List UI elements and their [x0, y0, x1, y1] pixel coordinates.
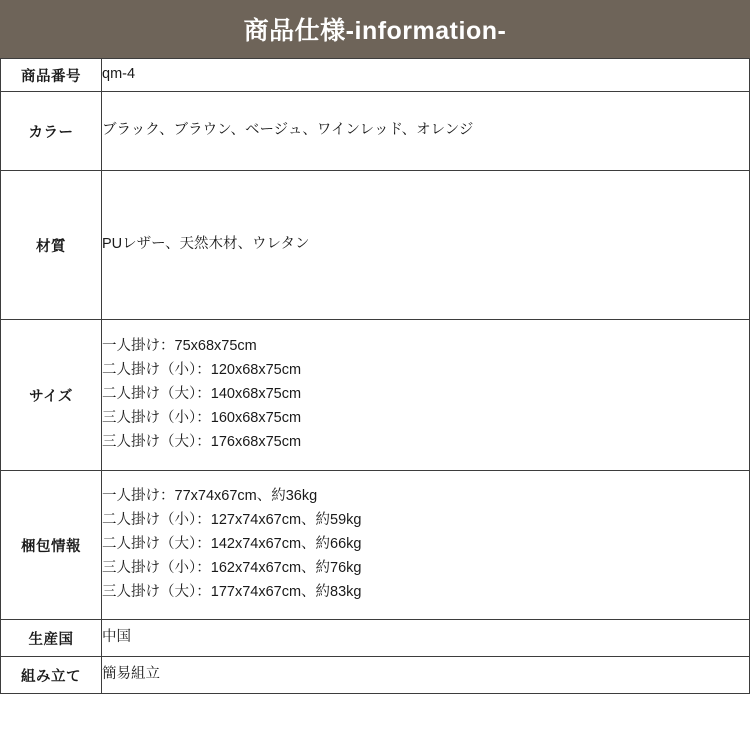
table-row	[1, 59, 750, 92]
packaging-line-4: 三人掛け（小）：162x74x67cm、約76kg	[102, 559, 362, 576]
size-line-3: 二人掛け（大）：140x68x75cm	[102, 386, 302, 403]
row-value-size	[102, 320, 750, 471]
table-row	[1, 320, 750, 471]
size-line-2: 二人掛け（小）：120x68x75cm	[102, 362, 302, 379]
row-label-material: 材質	[1, 171, 102, 320]
table-row	[1, 657, 750, 694]
row-label-packaging: 梱包情報	[1, 471, 102, 620]
packaging-line-3: 二人掛け（大）：142x74x67cm、約66kg	[102, 536, 362, 553]
row-label-assembly: 組み立て	[1, 657, 102, 694]
specification-table	[0, 58, 750, 694]
row-value-product-number: qm-4	[102, 59, 750, 92]
row-value-color: ブラック、ブラウン、ベージュ、ワインレッド、オレンジ	[102, 92, 750, 171]
row-label-size: サイズ	[1, 320, 102, 471]
size-line-5: 三人掛け（大）：176x68x75cm	[102, 433, 302, 450]
packaging-line-2: 二人掛け（小）：127x74x67cm、約59kg	[102, 512, 362, 529]
table-row	[1, 471, 750, 620]
page-title: 商品仕様-information-	[0, 0, 750, 58]
table-row	[1, 171, 750, 320]
row-value-packaging	[102, 471, 750, 620]
row-label-country: 生産国	[1, 620, 102, 657]
row-value-country: 中国	[102, 620, 750, 657]
size-line-4: 三人掛け（小）：160x68x75cm	[102, 409, 302, 426]
row-label-color: カラー	[1, 92, 102, 171]
table-row	[1, 620, 750, 657]
row-value-assembly: 簡易組立	[102, 657, 750, 694]
row-label-product-number: 商品番号	[1, 59, 102, 92]
packaging-line-1: 一人掛け：77x74x67cm、約36kg	[102, 488, 318, 505]
row-value-material: PUレザー、天然木材、ウレタン	[102, 171, 750, 320]
size-line-1: 一人掛け：75x68x75cm	[102, 338, 257, 355]
table-row	[1, 92, 750, 171]
packaging-line-5: 三人掛け（大）：177x74x67cm、約83kg	[102, 583, 362, 600]
